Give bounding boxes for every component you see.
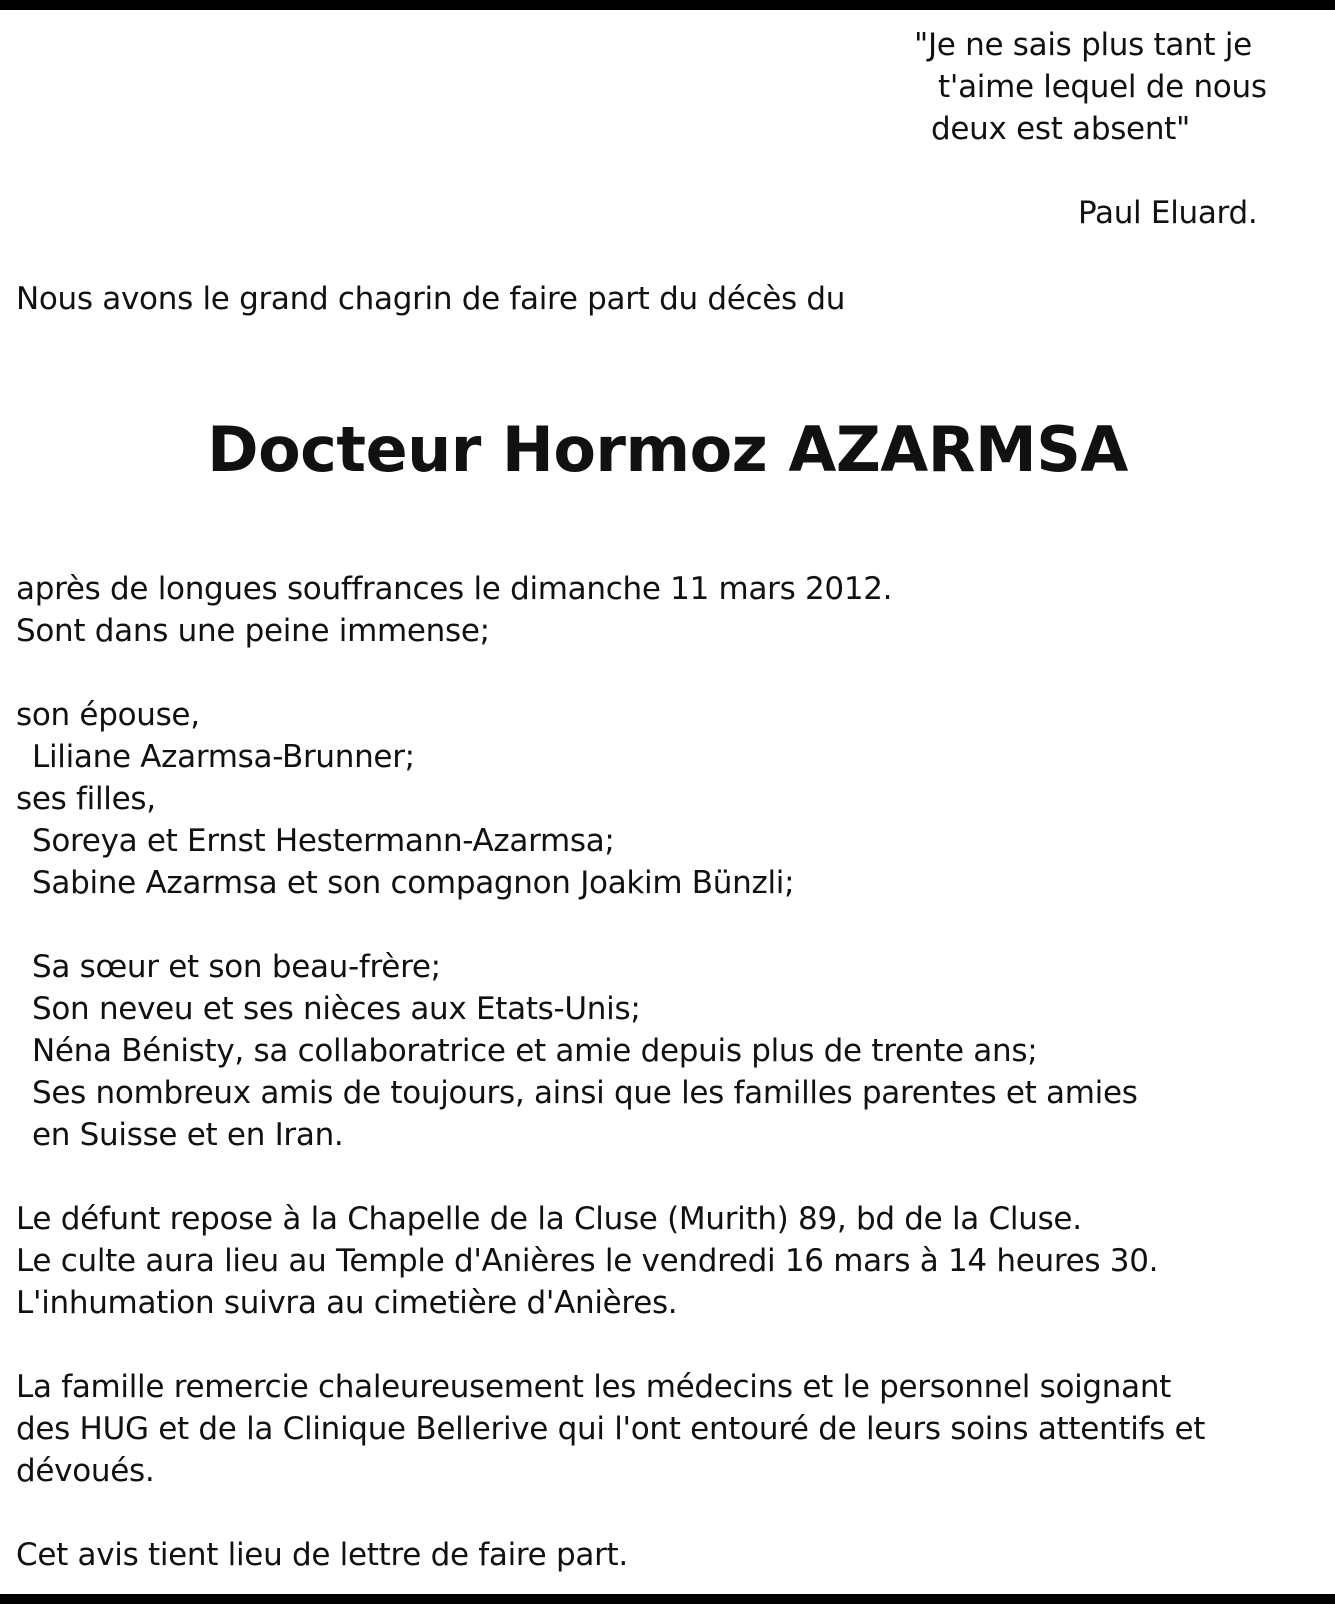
relative-line-4: Ses nombreux amis de toujours, ainsi que les familles parentes et amies bbox=[32, 1075, 1138, 1111]
top-border bbox=[0, 0, 1335, 10]
bottom-border bbox=[0, 1594, 1335, 1604]
death-info-line-2: Sont dans une peine immense; bbox=[16, 613, 490, 649]
relative-line-1: Sa sœur et son beau-frère; bbox=[32, 949, 441, 985]
epigraph-line-1: "Je ne sais plus tant je bbox=[914, 27, 1252, 63]
relative-line-3: Néna Bénisty, sa collaboratrice et amie depuis plus de trente ans; bbox=[32, 1033, 1038, 1069]
ceremony-line-2: Le culte aura lieu au Temple d'Anières le vendredi 16 mars à 14 heures 30. bbox=[16, 1243, 1159, 1279]
thanks-line-2: des HUG et de la Clinique Bellerive qui l'ont entouré de leurs soins attentifs et bbox=[16, 1411, 1206, 1447]
death-info-line-1: après de longues souffrances le dimanche 11 mars 2012. bbox=[16, 571, 893, 607]
thanks-line-1: La famille remercie chaleureusement les médecins et le personnel soignant bbox=[16, 1369, 1172, 1405]
epigraph-line-3: deux est absent" bbox=[931, 111, 1190, 147]
epigraph-line-2: t'aime lequel de nous bbox=[938, 69, 1267, 105]
ceremony-line-1: Le défunt repose à la Chapelle de la Cluse (Murith) 89, bd de la Cluse. bbox=[16, 1201, 1082, 1237]
spouse-name: Liliane Azarmsa-Brunner; bbox=[32, 739, 415, 775]
relative-line-5: en Suisse et en Iran. bbox=[32, 1117, 344, 1153]
deceased-name: Docteur Hormoz AZARMSA bbox=[207, 413, 1128, 486]
closing-text: Cet avis tient lieu de lettre de faire part. bbox=[16, 1537, 628, 1573]
intro-text: Nous avons le grand chagrin de faire part du décès du bbox=[16, 281, 846, 317]
spouse-label: son épouse, bbox=[16, 697, 200, 733]
ceremony-line-3: L'inhumation suivra au cimetière d'Anières. bbox=[16, 1285, 678, 1321]
daughter-2: Sabine Azarmsa et son compagnon Joakim Bünzli; bbox=[32, 865, 795, 901]
daughters-label: ses filles, bbox=[16, 781, 156, 817]
relative-line-2: Son neveu et ses nièces aux Etats-Unis; bbox=[32, 991, 641, 1027]
daughter-1: Soreya et Ernst Hestermann-Azarmsa; bbox=[32, 823, 615, 859]
epigraph-author: Paul Eluard. bbox=[1078, 195, 1258, 231]
thanks-line-3: dévoués. bbox=[16, 1453, 155, 1489]
